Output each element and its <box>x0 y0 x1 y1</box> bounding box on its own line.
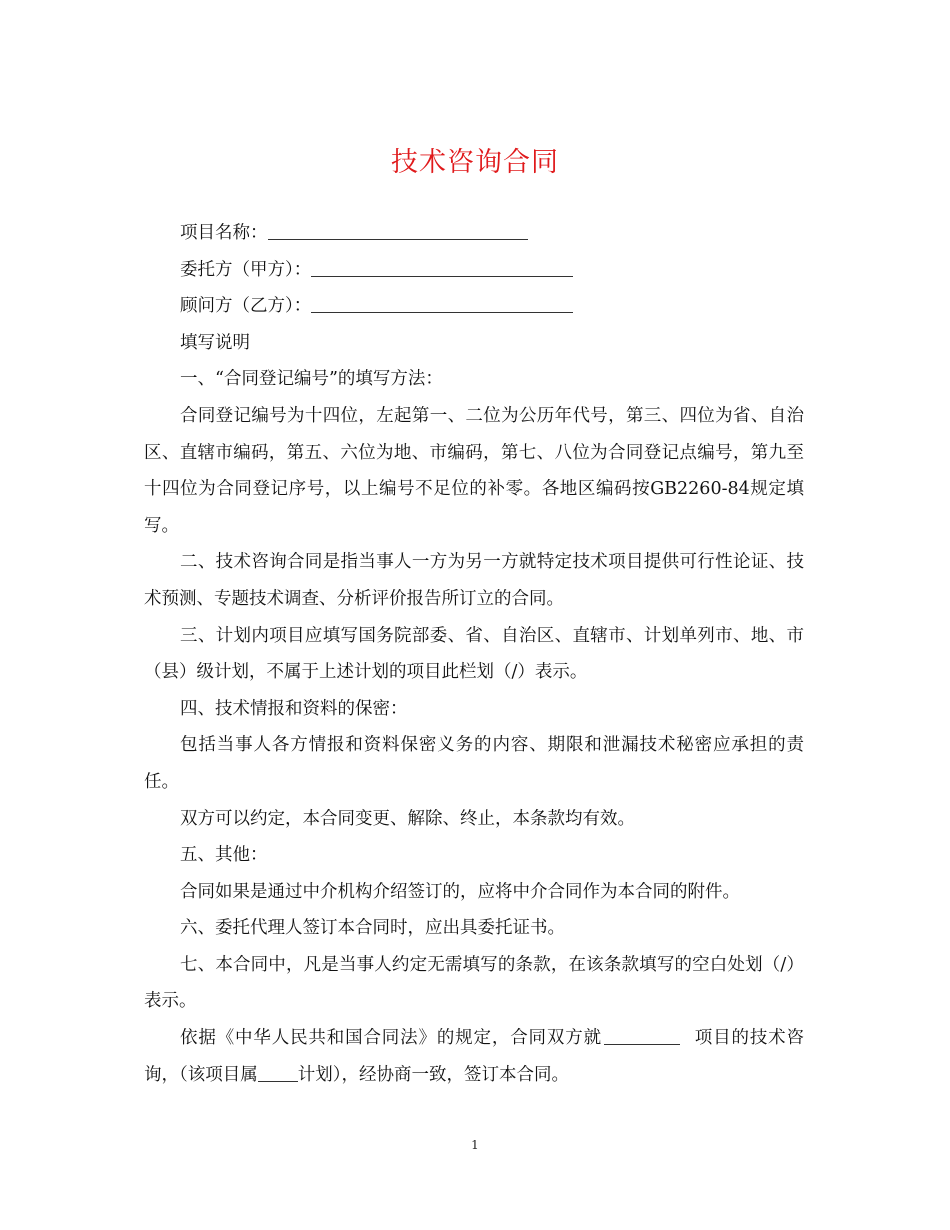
section-2: 二、技术咨询合同是指当事人一方为另一方就特定技术项目提供可行性论证、技术预测、专题技术调查、分析评价报告所订立的合同。 <box>144 552 804 609</box>
closing-paragraph <box>144 1020 804 1093</box>
section-1-body: 合同登记编号为十四位，左起第一、二位为公历年代号，第三、四位为省、自治区、直辖市编码，第五、六位为地、市编码，第七、八位为合同登记点编号，第九至十四位为合同登记序号，以上编号不足位的补零。各地区编码按GB2260-84规定填写。 <box>144 405 804 536</box>
section-7: 七、本合同中，凡是当事人约定无需填写的条款，在该条款填写的空白处划（/）表示。 <box>144 954 804 1012</box>
section-5-body: 合同如果是通过中介机构介绍签订的，应将中介合同作为本合同的附件。 <box>180 881 740 902</box>
closing-part-1: 依据《中华人民共和国合同法》的规定，合同双方就 <box>180 1028 602 1049</box>
document-title: 技术咨询合同 <box>391 147 559 178</box>
client-field[interactable] <box>311 257 573 276</box>
client-row <box>144 252 804 289</box>
page-number: 1 <box>471 1138 479 1152</box>
consultant-field[interactable] <box>311 294 573 313</box>
instructions-heading: 填写说明 <box>180 332 250 353</box>
project-blank[interactable] <box>604 1026 680 1045</box>
project-name-label: 项目名称： <box>180 223 268 243</box>
document-body <box>144 215 804 1093</box>
section-4-body: 包括当事人各方情报和资料保密义务的内容、期限和泄漏技术秘密应承担的责任。 <box>144 735 804 792</box>
plan-blank[interactable] <box>258 1062 298 1081</box>
section-3: 三、计划内项目应填写国务院部委、省、自治区、直辖市、计划单列市、地、市（县）级计划，不属于上述计划的项目此栏划（/）表示。 <box>144 625 804 683</box>
section-4-note: 双方可以约定，本合同变更、解除、终止，本条款均有效。 <box>180 808 635 829</box>
section-1-heading: 一、“合同登记编号”的填写方法： <box>180 369 443 390</box>
closing-part-2: 项目的技术咨询，（该项目属 <box>144 1028 805 1085</box>
client-label: 委托方（甲方）： <box>180 259 312 280</box>
project-name-field[interactable] <box>268 221 528 240</box>
consultant-label: 顾问方（乙方）： <box>180 296 312 317</box>
consultant-row <box>144 288 804 325</box>
section-4-heading: 四、技术情报和资料的保密： <box>180 698 408 719</box>
closing-part-3: 计划），经协商一致，签订本合同。 <box>297 1064 569 1085</box>
project-name-row <box>144 215 804 252</box>
section-6: 六、委托代理人签订本合同时，应出具委托证书。 <box>180 918 565 939</box>
section-5-heading: 五、其他： <box>180 845 268 866</box>
